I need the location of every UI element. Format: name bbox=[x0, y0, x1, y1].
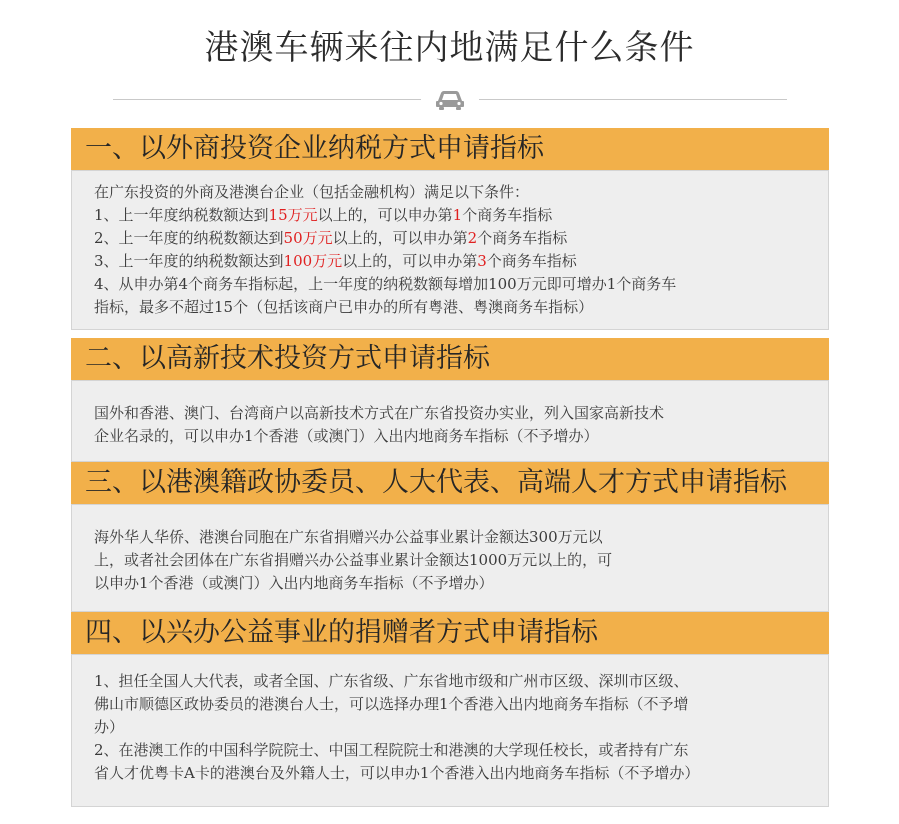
body-line: 企业名录的，可以申办1个香港（或澳门）入出内地商务车指标（不予增办） bbox=[94, 427, 599, 445]
section-body bbox=[71, 170, 829, 330]
condition-text: 以上的，可以申办第 bbox=[342, 252, 478, 270]
body-line: 以申办1个香港（或澳门）入出内地商务车指标（不予增办） bbox=[94, 574, 494, 592]
body-line: 海外华人华侨、港澳台同胞在广东省捐赠兴办公益事业累计金额达300万元以 bbox=[94, 528, 603, 546]
condition-text: 个商务车指标 bbox=[477, 229, 568, 247]
body-line: 国外和香港、澳门、台湾商户以高新技术方式在广东省投资办实业，列入国家高新技术 bbox=[94, 404, 665, 422]
condition-text: 3、上一年度的纳税数额达到 bbox=[94, 252, 284, 270]
body-line: 2、在港澳工作的中国科学院院士、中国工程院院士和港澳的大学现任校长，或者持有广东 bbox=[94, 741, 689, 759]
section-heading: 二、以高新技术投资方式申请指标 bbox=[71, 338, 829, 380]
section-body bbox=[71, 654, 829, 807]
body-line: 1、担任全国人大代表，或者全国、广东省级、广东省地市级和广州市区级、深圳市区级、 bbox=[94, 672, 689, 690]
car-icon bbox=[434, 87, 466, 111]
condition-item bbox=[94, 273, 808, 296]
condition-text: 1、上一年度纳税数额达到 bbox=[94, 206, 269, 224]
section-foreign-investment bbox=[71, 128, 829, 330]
condition-item bbox=[94, 204, 808, 227]
tax-amount-highlight: 15万元 bbox=[268, 206, 318, 224]
condition-item-continued bbox=[94, 296, 808, 319]
tax-amount-highlight: 50万元 bbox=[283, 229, 333, 247]
condition-text: 指标，最多不超过15个（包括该商户已申办的所有粤港、粤澳商务车指标） bbox=[94, 298, 594, 316]
section-heading: 一、以外商投资企业纳税方式申请指标 bbox=[71, 128, 829, 170]
condition-text: 4、从申办第4个商务车指标起，上一年度的纳税数额每增加100万元即可增办1个商务车 bbox=[94, 275, 677, 293]
section-hk-macau-talent bbox=[71, 462, 829, 612]
condition-text: 以上的，可以申办第 bbox=[332, 229, 468, 247]
body-line: 办） bbox=[94, 718, 125, 736]
condition-intro bbox=[94, 181, 808, 204]
condition-text: 以上的，可以申办第 bbox=[317, 206, 453, 224]
condition-item bbox=[94, 250, 808, 273]
quota-number-highlight: 1 bbox=[452, 206, 463, 224]
tax-amount-highlight: 100万元 bbox=[283, 252, 343, 270]
title-divider-right bbox=[479, 99, 787, 100]
title-divider-left bbox=[113, 99, 421, 100]
body-line: 佛山市顺德区政协委员的港澳台人士，可以选择办理1个香港入出内地商务车指标（不予增 bbox=[94, 695, 689, 713]
page-title: 港澳车辆来往内地满足什么条件 bbox=[204, 28, 695, 68]
body-line: 省人才优粤卡A卡的港澳台及外籍人士，可以申办1个香港入出内地商务车指标（不予增办） bbox=[94, 764, 700, 782]
section-body bbox=[71, 380, 829, 462]
section-charity-donor bbox=[71, 612, 829, 807]
section-heading: 四、以兴办公益事业的捐赠者方式申请指标 bbox=[71, 612, 829, 654]
quota-number-highlight: 2 bbox=[467, 229, 478, 247]
condition-text: 2、上一年度的纳税数额达到 bbox=[94, 229, 284, 247]
section-heading: 三、以港澳籍政协委员、人大代表、高端人才方式申请指标 bbox=[71, 462, 829, 504]
body-line: 上，或者社会团体在广东省捐赠兴办公益事业累计金额达1000万元以上的，可 bbox=[94, 551, 613, 569]
section-high-tech bbox=[71, 338, 829, 462]
condition-text: 个商务车指标 bbox=[462, 206, 553, 224]
condition-text: 个商务车指标 bbox=[486, 252, 577, 270]
condition-item bbox=[94, 227, 808, 250]
condition-text: 在广东投资的外商及港澳台企业（包括金融机构）满足以下条件： bbox=[94, 183, 530, 201]
quota-number-highlight: 3 bbox=[477, 252, 487, 270]
section-body bbox=[71, 504, 829, 612]
